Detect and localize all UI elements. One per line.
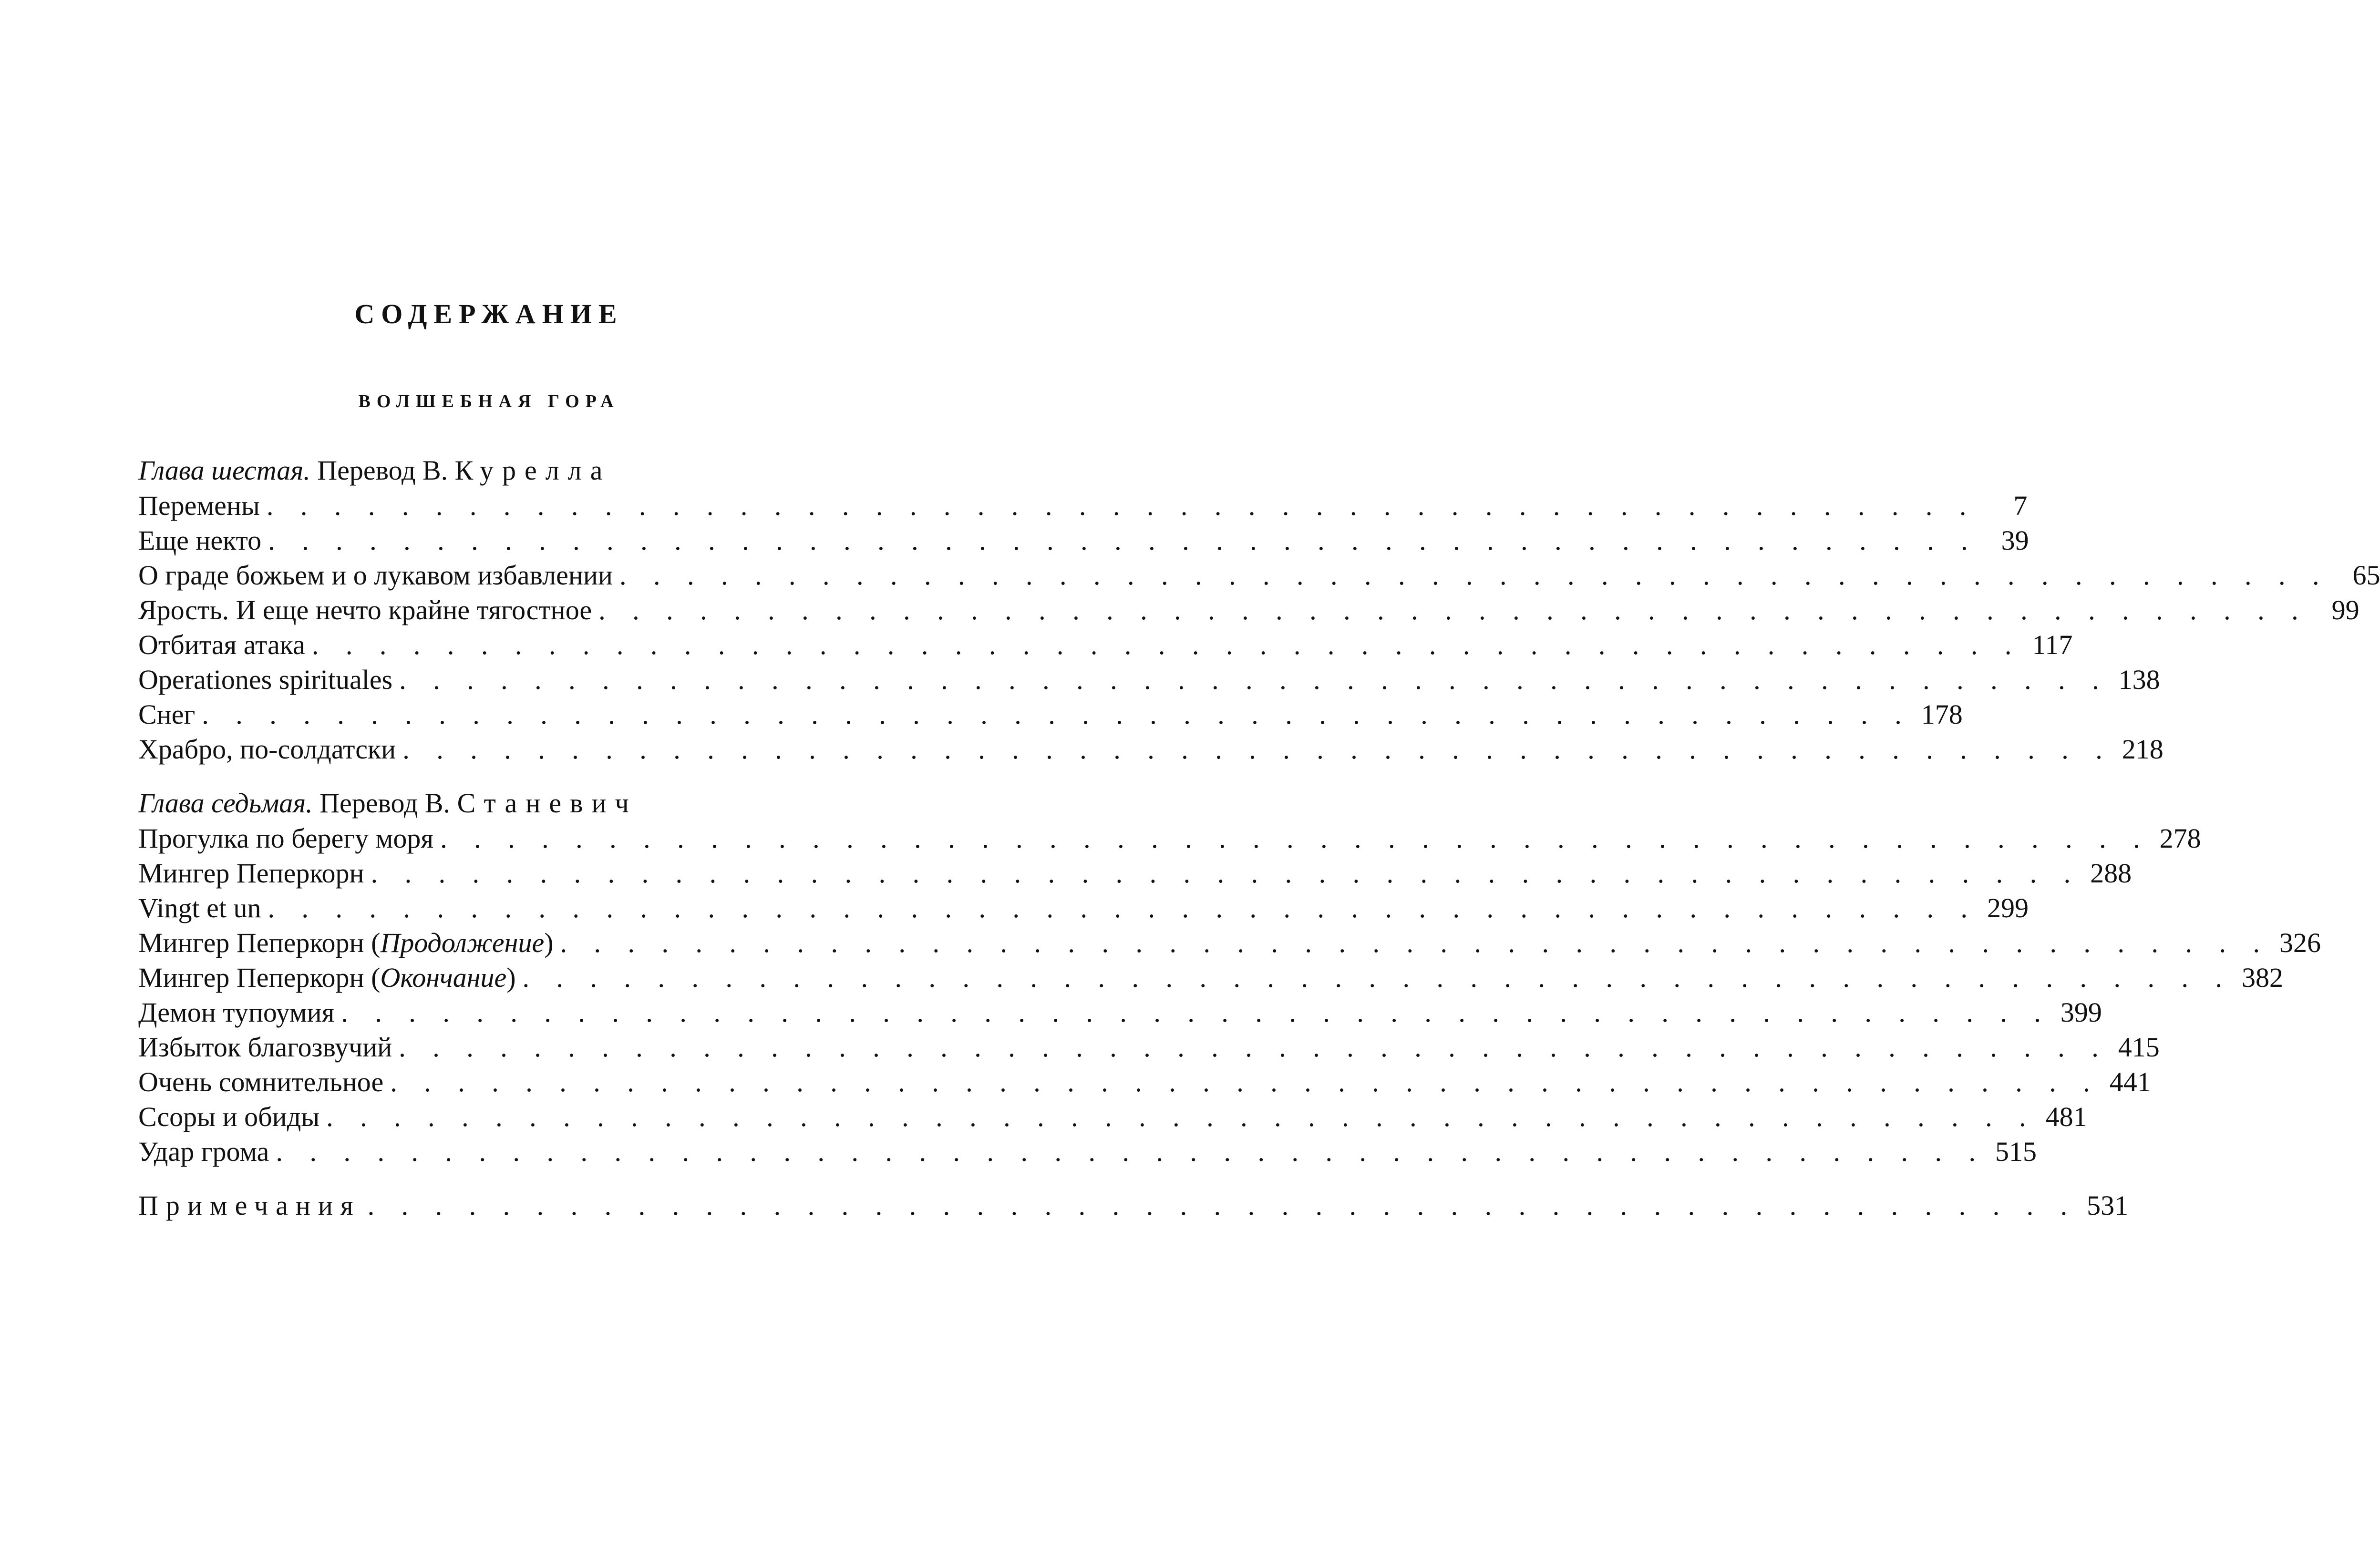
toc-entry-title-main: Мингер Пеперкорн [138,927,364,958]
toc-entry-title: О граде божьем и о лукавом избавлении [138,560,613,591]
toc-entry-title: Демон тупоумия [138,997,335,1028]
toc-entry[interactable] [138,662,2160,697]
dot-leader: . . . . . . . . . . . . . . . . . . . . . . . . . . . . . . . . . . . . . . . . . . . . . . . . . . . [268,892,1978,923]
toc-entry[interactable] [138,1099,2087,1134]
book-title: ВОЛШЕБНАЯ ГОРА [358,391,620,411]
toc-entry-notes[interactable] [138,1188,2129,1223]
toc-entry-title: Vingt et un [138,892,261,923]
toc-entry-page: 278 [2159,823,2201,854]
toc-entry[interactable] [138,593,2359,627]
toc-entry-page: 326 [2279,927,2321,958]
toc-entry[interactable] [138,925,2321,960]
dot-leader: . . . . . . . . . . . . . . . . . . . . . . . . . . . . . . . . . . . . . . . . . . . . . . . . . . . [341,997,2051,1028]
dot-leader: . . . . . . . . . . . . . . . . . . . . . . . . . . . . . . . . . . . . . . . . . . . . . . . . . . . [598,594,2308,625]
chapter-label: Глава седьмая. [138,788,313,819]
toc-entry-page: 117 [2032,629,2073,660]
toc-entry-page: 481 [2045,1101,2087,1132]
table-of-contents [138,453,2380,1223]
dot-leader: . . . . . . . . . . . . . . . . . . . . . . . . . . . . . . . . . . . . . . . . . . . . . . . . . . . [402,734,2112,765]
notes-page: 531 [2087,1190,2129,1221]
toc-entry-page: 39 [2001,525,2029,556]
toc-entry-title: Еще некто [138,525,262,556]
toc-entry[interactable] [138,1030,2160,1065]
chapter-label: Глава шестая. [138,455,310,486]
dot-leader: . . . . . . . . . . . . . . . . . . . . . . . . . . . . . . . . . . . . . . . . . . . . . . . . . . . [522,962,2233,993]
dot-leader: . . . . . . . . . . . . . . . . . . . . . . . . . . . . . . . . . . . . . . . . . . . . . . . . . . . [371,858,2081,889]
toc-entry-title: Operationes spirituales [138,664,393,695]
toc-entry-page: 382 [2242,962,2284,993]
toc-entry-title: Избыток благозвучий [138,1032,392,1063]
toc-entry-page: 65 [2352,560,2380,591]
dot-leader: . . . . . . . . . . . . . . . . . . . . . . . . . . . . . . . . . . . . . . . . . . . . . . . . . . . [440,823,2150,854]
contents-heading: СОДЕРЖАНИЕ [354,298,624,329]
notes-title: Примечания [138,1190,361,1221]
chapter-heading [138,786,854,821]
toc-entry[interactable] [138,488,2028,523]
dot-leader: . . . . . . . . . . . . . . . . . . . . . . . . . . . . . . . . . . . . . . . . . . . . . . . . . . . [311,629,2022,660]
toc-entry-title: Снег [138,699,196,730]
dot-leader: . . . . . . . . . . . . . . . . . . . . . . . . . . . . . . . . . . . . . . . . . . . . . . . . . . . [202,699,1912,730]
dot-leader: . . . . . . . . . . . . . . . . . . . . . . . . . . . . . . . . . . . . . . . . . . . . . . . . . . . [266,490,1977,521]
dot-leader: . . . . . . . . . . . . . . . . . . . . . . . . . . . . . . . . . . . . . . . . . . . . . . . . . . . [367,1190,2078,1221]
translation-prefix: Перевод В. [317,455,448,486]
dot-leader: . . . . . . . . . . . . . . . . . . . . . . . . . . . . . . . . . . . . . . . . . . . . . . . . . . . [399,664,2109,695]
toc-entry-page: 288 [2090,858,2132,889]
dot-leader: . . . . . . . . . . . . . . . . . . . . . . . . . . . . . . . . . . . . . . . . . . . . . . . . . . . [399,1032,2109,1063]
toc-entry[interactable] [138,1065,2151,1099]
toc-entry-page: 299 [1987,892,2029,923]
toc-entry-title: Отбитая атака [138,629,305,660]
toc-entry[interactable] [138,856,2132,891]
toc-entry[interactable] [138,891,2029,925]
translation-prefix: Перевод В. [319,788,451,819]
toc-entry-title: Мингер Пеперкорн (Продолжение) [138,927,554,958]
toc-entry-title: Прогулка по берегу моря [138,823,434,854]
toc-entry-title: Удар грома [138,1136,269,1167]
toc-entry-page: 99 [2331,594,2359,625]
toc-entry[interactable] [138,821,2201,856]
toc-entry-page: 7 [2013,490,2028,521]
toc-entry-title-main: Мингер Пеперкорн [138,962,364,993]
toc-entry-page: 138 [2118,664,2160,695]
translator-name: Станевич [457,788,638,819]
toc-entry[interactable] [138,523,2029,558]
toc-entry-subtitle: Окончание [380,962,507,993]
toc-entry[interactable] [138,697,1963,732]
toc-entry-page: 218 [2122,734,2164,765]
toc-entry[interactable] [138,627,2073,662]
toc-entry-title: Ярость. И еще нечто крайне тягостное [138,594,592,625]
toc-entry-subtitle: Продолжение [380,927,545,958]
toc-entry-page: 415 [2118,1032,2160,1063]
toc-entry-title: Ссоры и обиды [138,1101,320,1132]
toc-entry-title: Мингер Пеперкорн [138,858,364,889]
toc-entry-title: Перемены [138,490,260,521]
section-gap [138,1169,854,1188]
dot-leader: . . . . . . . . . . . . . . . . . . . . . . . . . . . . . . . . . . . . . . . . . . . . . . . . . . . [619,560,2329,591]
toc-entry-page: 399 [2060,997,2102,1028]
toc-entry-title: Храбро, по-солдатски [138,734,396,765]
toc-entry[interactable] [138,960,2284,995]
dot-leader: . . . . . . . . . . . . . . . . . . . . . . . . . . . . . . . . . . . . . . . . . . . . . . . . . . . [268,525,1978,556]
toc-entry-title: Очень сомнительное [138,1066,384,1097]
toc-entry-page: 515 [1995,1136,2037,1167]
dot-leader: . . . . . . . . . . . . . . . . . . . . . . . . . . . . . . . . . . . . . . . . . . . . . . . . . . . [276,1136,1986,1167]
toc-entry[interactable] [138,732,2164,767]
toc-entry-page: 178 [1921,699,1963,730]
dot-leader: . . . . . . . . . . . . . . . . . . . . . . . . . . . . . . . . . . . . . . . . . . . . . . . . . . . [560,927,2270,958]
translator-name: Курелла [454,455,611,486]
toc-entry-page: 441 [2109,1066,2151,1097]
dot-leader: . . . . . . . . . . . . . . . . . . . . . . . . . . . . . . . . . . . . . . . . . . . . . . . . . . . [326,1101,2036,1132]
toc-entry[interactable] [138,995,2102,1030]
dot-leader: . . . . . . . . . . . . . . . . . . . . . . . . . . . . . . . . . . . . . . . . . . . . . . . . . . . [390,1066,2100,1097]
toc-entry-title: Мингер Пеперкорн (Окончание) [138,962,516,993]
section-gap [138,767,854,786]
chapter-heading [138,453,854,488]
toc-entry[interactable] [138,1134,2037,1169]
toc-entry[interactable] [138,558,2380,593]
